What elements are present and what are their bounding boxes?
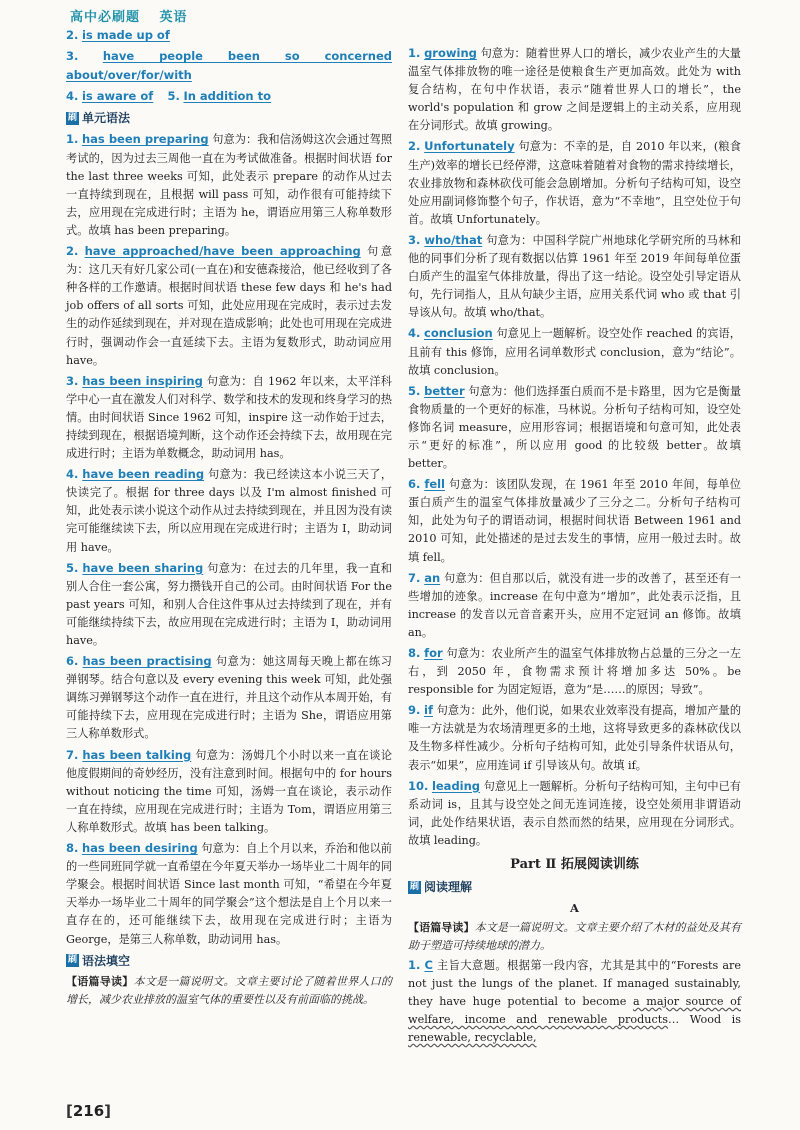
cloze-item: 10. leading 句意见上一题解析。分析句子结构可知，主句中已有系动词 is，且其与设空处之间无连词连接，设空处须用非谓语动词，此处作结果状语，表示自然而然的结果，应用现在分词形式。故填 leading。 (408, 778, 741, 847)
passage-letter: A (570, 901, 579, 916)
answer-text: is made up of (81, 28, 170, 42)
passage-guide: 【语篇导读】本文是一篇说明文。文章主要讨论了随着世界人口的增长，减少农业排放的温室气体的重要性以及有前面临的挑战。 (66, 974, 392, 1006)
brush-icon: 刷 (67, 112, 77, 123)
grammar-item: 8. has been desiring 句意为：自上个月以来，乔治和他以前的一些同班同学就一直希望在今年夏天举办一场毕业二十周年的同学聚会。根据时间状语 Since last month 可知，“希望在今年夏天举办一场毕业二十周年的同学聚会”这个想法是自上个月以来一直存在的，还可能继续下去，故用现在完成进行时；主语为 George，是第三人称单数，助动词用 has。 (66, 841, 392, 946)
grammar-item: 6. has been practising 句意为：她这周每天晚上都在练习弹钢琴。结合句意以及 every evening this week 可知，此处强调练习弹钢琴这个动作一直在进行，并且这个动作从本周开始，有可能持续下去，应用现在完成进行时；主语为 She，谓语应用第三人称单数形式。 (66, 654, 392, 741)
highlighted-phrase: a major source of welfare, income and renewable products (408, 994, 741, 1026)
cloze-item: 4. conclusion 句意见上一题解析。设空处作 reached 的宾语，且前有 this 修饰，应用名词单数形式 conclusion，意为“结论”。故填 conclusion。 (408, 326, 741, 377)
grammar-answers (66, 130, 392, 948)
grammar-item: 3. has been inspiring 句意为：自 1962 年以来，太平洋科学中心一直在激发人们对科学、数学和技术的发现和终身学习的热情。由时间状语 Since 1962 可知，inspire 这一动作始于过去，持续到现在，根据语境判断，这个动作还会持续下去，故用现在完成进行时；主语为单数概念，助动词用 has。 (66, 373, 392, 461)
answer-text: have people been so concerned about/over/for/with (66, 49, 392, 83)
cloze-item: 7. an 句意为：但自那以后，就没有进一步的改善了，甚至还有一些增加的迹象。increase 在句中意为“增加”，此处表示泛指，且 increase 的发音以元音音素开头，应用不定冠词 an 修饰。故填 an。 (408, 570, 741, 639)
answer-line-3: 3. have people been so concerned about/over/for/with (66, 49, 392, 83)
left-column (66, 26, 392, 1009)
grammar-item: 7. has been talking 句意为：汤姆几个小时以来一直在谈论他度假期间的奇妙经历，没有注意到时间。根据句中的 for hours without noticing the time 可知，汤姆一直在谈论，表示动作一直在持续，应用现在完成进行时；主语为 Tom，谓语应用第三人称单数形式。故填 has been talking。 (66, 747, 393, 834)
grammar-item: 1. has been preparing 句意为：我和信汤姆这次会通过驾照考试的，因为过去三周他一直在为考试做准备。根据时间状语 for the last three weeks 可知，此处表示 prepare 的动作从过去一直持续到现在，且根据 will pass 可知，动作很有可能持续下去，应用现在完成进行时；主语为 he，谓语应用第三人称单数形式。故填 has been preparing。 (66, 132, 393, 237)
cloze-item: 3. who/that 句意为：中国科学院广州地球化学研究所的马林和他的同事们分析了现有数据以估算 1961 年至 2019 年间每单位蛋白质产生的温室气体排放量，得出了这一结论。设空处引导定语从句，先行词指人，且从句缺少主语，应用关系代词 who 或 that 引导该从句。故填 who/that。 (408, 232, 742, 320)
cloze-item: 9. if 句意为：此外，他们说，如果农业效率没有提高，增加产量的唯一方法就是为农场清理更多的土地，这将导致更多的森林砍伐以及生物多样性减少。分析句子结构可知，此处引导条件状语从句，表示“如果”，应用连词 if 引导该从句。故填 if。 (408, 703, 742, 772)
cloze-item: 5. better 句意为：他们选择蛋白质而不是卡路里，因为它是衡量食物质量的一个更好的标准，马林说。分析句子结构可知，设空处修饰名词 measure，应用形容词；根据语境和句意可知，此处表示“更好的标准”，所以应用 good 的比较级 better。故填 better。 (408, 383, 742, 471)
section-heading-cloze: 刷 语法填空 (67, 953, 131, 968)
book-title: 高中必刷题 (70, 10, 141, 25)
cloze-item: 8. for 句意为：农业所产生的温室气体排放物占总量的三分之一左右，到 2050 年，食物需求预计将增加多达 50%。be responsible for 为固定短语，意为“是……的原因；导致”。 (408, 646, 742, 697)
answer-line-2: 2. is made up of (66, 28, 170, 42)
cloze-item: 6. fell 句意为：该团队发现，在 1961 年至 2010 年间，每单位蛋白质产生的温室气体排放量减少了三分之二。分析句子结构可知，此处为句子的谓语动词，根据时间状语 Between 1961 and 2010 可知，此处描述的是过去发生的事情，应用一般过去时。故填 fell。 (408, 477, 741, 564)
brush-icon: 刷 (67, 955, 77, 966)
answer-text: is aware of (81, 89, 154, 104)
cloze-item: 2. Unfortunately 句意为：不幸的是，自 2010 年以来，(粮食生产)效率的增长已经停滞，这意味着随着对食物的需求持续增长，农业排放物和森林砍伐可能会急剧增加。分析句子结构可知，设空处应用副词修饰整个句子，作状语，意为“不幸地”，且空处位于句首。故填 Unfortunately。 (408, 139, 741, 226)
part-title: Part Ⅱ 拓展阅读训练 (510, 857, 639, 873)
page-number: [216] (66, 1102, 112, 1120)
subject-title: 英语 (159, 10, 188, 25)
grammar-item: 4. have been reading 句意为：我已经读这本小说三天了，快读完了。根据 for three days 以及 I'm almost finished 可知，此处表示读小说这个动作从过去持续到现在，并且因为没有读完可能继续读下去，所以应用现在完成进行时；主语为 I，助动词用 have。 (66, 467, 393, 554)
highlighted-phrase: renewable, recyclable, (408, 1030, 537, 1044)
cloze-item: 1. growing 句意为：随着世界人口的增长，减少农业产生的大量温室气体排放物的唯一途径是使粮食生产更加高效。此处为 with 复合结构，在句中作状语，表示“随着世界人口的增长”，the world's population 和 grow 之间是逻辑上的主动关系，应用现在分词形式。故填 growing。 (408, 46, 741, 133)
passage-guide: 【语篇导读】本文是一篇说明文。文章主要介绍了木材的益处及其有助于塑造可持续地球的潜力。 (408, 921, 742, 953)
right-column (408, 44, 741, 1049)
section-heading-reading: 刷 阅读理解 (409, 880, 473, 895)
grammar-item: 2. have approached/have been approaching 句意为：这几天有好几家公司(一直在)和安德森接洽，他已经收到了各种各样的工作邀请。根据时间状语 these few days 和 he's had job offers of all sorts 可知，此处应用现在完成时，表示过去发生的动作延续到现在，并对现在造成影响；此处也可用现在完成进行时，强调动作会一直延续下去。主语为复数形式，助动词应用 have。 (66, 244, 393, 367)
grammar-item: 5. have been sharing 句意为：在过去的几年里，我一直和别人合住一套公寓，努力攒钱开自己的公司。由时间状语 For the past years 可知，和别人合住这件事从过去持续到了现在，并有可能继续持续下去，故应用现在完成进行时；主语为 I，助动词用 have。 (66, 560, 392, 647)
answer-line-4-5: 4. is aware of 5. In addition to (66, 89, 272, 104)
section-heading-grammar: 刷 单元语法 (67, 111, 131, 126)
brush-icon: 刷 (409, 881, 419, 892)
reading-answer-1: 1. C 主旨大意题。根据第一段内容，尤其是其中的“Forests are not just the lungs of the planet. If managed sustainably, they have huge potential to become a major source of welfare, income and renewable products… Wood is renewable, recyclable, (408, 957, 741, 1044)
answer-text: In addition to (183, 89, 272, 104)
running-header (70, 6, 202, 25)
